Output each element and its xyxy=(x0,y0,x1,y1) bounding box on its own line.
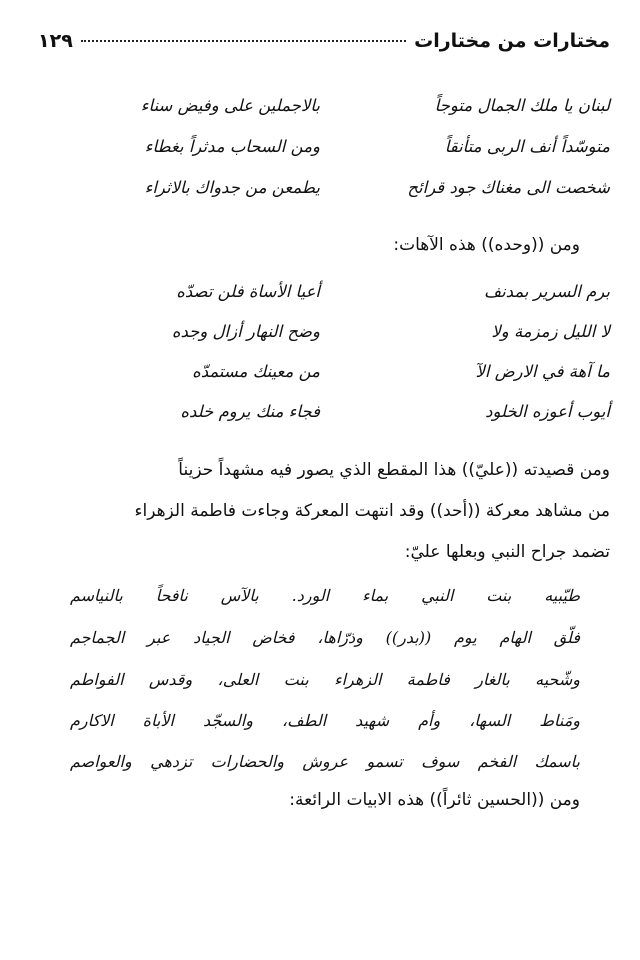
prose-line: من مشاهد معركة ((أحد)) وقد انتهت المعركة وجاءت فاطمة الزهراء xyxy=(134,501,610,521)
closing-intro: ومن ((الحسين ثائراً)) هذه الابيات الرائعة: xyxy=(289,790,580,810)
poem2-second-hemistich: فجاء منك يروم خلده xyxy=(180,402,320,421)
poem2-first-hemistich: برم السرير بمدنف xyxy=(484,282,610,301)
page-number: ١٢٩ xyxy=(38,30,73,52)
poem1-first-hemistich: متوسّداً أنف الربى متأنقاً xyxy=(444,137,610,156)
poem2-couplet xyxy=(40,282,610,312)
leader-dots xyxy=(81,40,406,42)
poem2-first-hemistich: أيوب أعوزه الخلود xyxy=(485,402,610,421)
poem1-first-hemistich: شخصت الى مغناك جود قرائح xyxy=(407,178,610,197)
poem3-verse: طيّبيه بنت النبي بماء الورد. بالآس نافحاً بالنياسم xyxy=(70,586,580,605)
poem2-first-hemistich: ما آهة في الارض الآ xyxy=(475,362,610,381)
poem1-second-hemistich: بالاجملين على وفيض سناء xyxy=(140,96,320,115)
poem1-couplet xyxy=(40,96,610,126)
poem2-second-hemistich: أعيا الأساة فلن تصدّه xyxy=(176,282,320,301)
poem1-second-hemistich: ومن السحاب مدثراً بغطاء xyxy=(144,137,320,156)
poem2-second-hemistich: وضح النهار أزال وجده xyxy=(171,322,320,341)
prose-line: ومن قصيدته ((عليّ)) هذا المقطع الذي يصور فيه مشهداً حزيناً xyxy=(178,460,610,480)
poem1-first-hemistich: لبنان يا ملك الجمال متوجاً xyxy=(434,96,610,115)
page-header xyxy=(38,30,610,58)
poem3-verse: وشّحيه بالغار فاطمة الزهراء بنت العلى، وقدس الفواطم xyxy=(70,670,580,689)
poem2-couplet xyxy=(40,322,610,352)
poem3-verse: ومَناط السها، وأم شهيد الطف، والسجّد الأباة الاكارم xyxy=(70,711,581,730)
poem3-verse: باسمك الفخم سوف تسمو عروش والحضارات تزدهي والعواصم xyxy=(70,752,581,771)
prose-line: تضمد جراح النبي وبعلها عليّ: xyxy=(404,542,610,562)
poem2-first-hemistich: لا الليل زمزمة ولا xyxy=(491,322,610,341)
poem3-verse: فلّق الهام يوم ((بدر)) وذرّاها، فخاض الجياد عبر الجماجم xyxy=(70,628,580,647)
poem1-second-hemistich: يطمعن من جدواك بالاثراء xyxy=(144,178,320,197)
running-title: مختارات من مختارات xyxy=(414,30,610,52)
poem1-couplet xyxy=(40,137,610,167)
poem2-couplet xyxy=(40,362,610,392)
poem2-second-hemistich: من معينك مستمدّه xyxy=(192,362,320,381)
poem1-couplet xyxy=(40,178,610,208)
poem2-couplet xyxy=(40,402,610,432)
section-intro: ومن ((وحده)) هذه الآهات: xyxy=(393,235,580,255)
